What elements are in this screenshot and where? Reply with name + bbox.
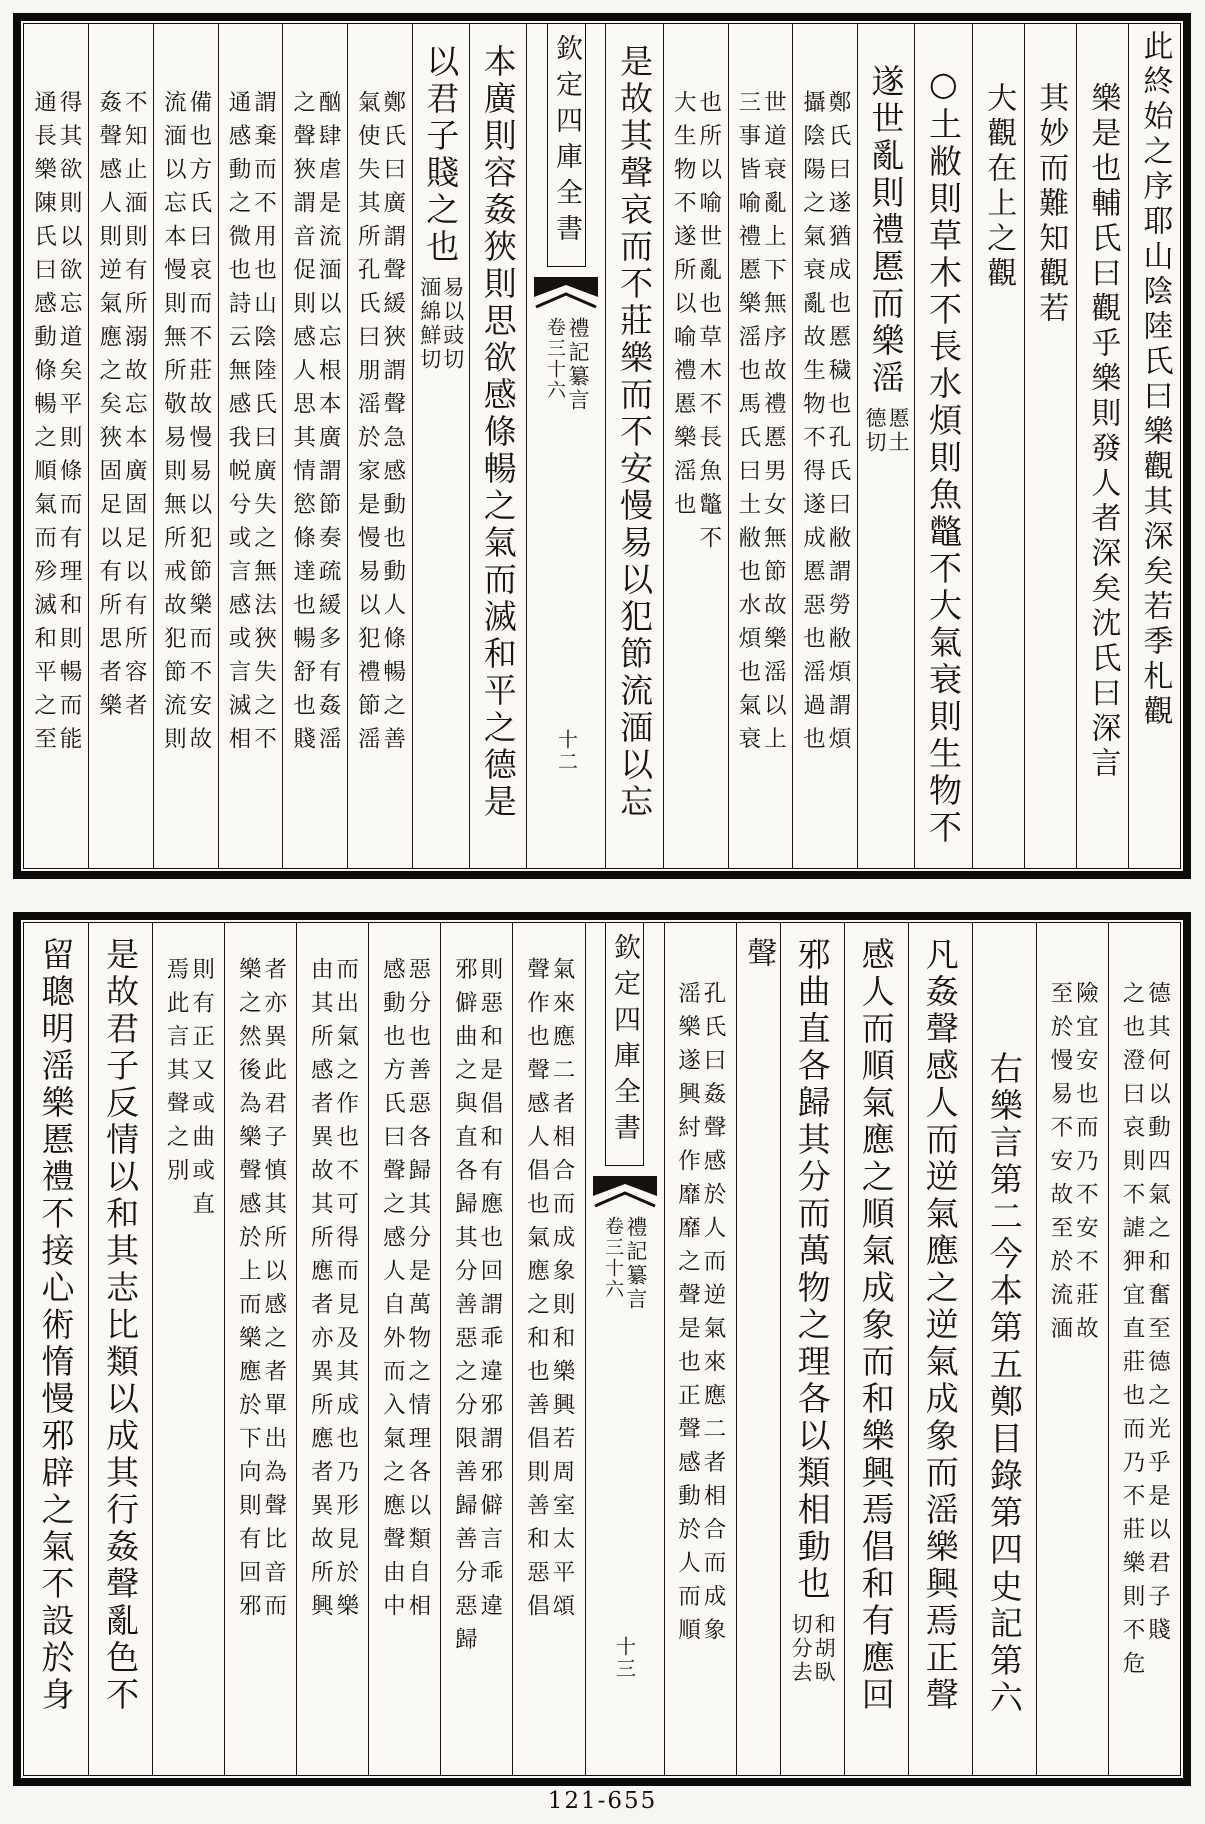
text-column bbox=[1024, 24, 1076, 868]
inline-gloss-annotation bbox=[419, 276, 463, 372]
annotation-pair-column bbox=[512, 923, 584, 1775]
annotation-pair-column bbox=[792, 24, 857, 868]
annotation-pair-column bbox=[1108, 923, 1180, 1775]
column-text: ○土敝則草木不長水煩則魚鼈不大氣衰則生物不 bbox=[923, 64, 963, 847]
text-column bbox=[780, 923, 844, 1775]
double-line-annotation bbox=[162, 90, 210, 760]
double-line-annotation bbox=[30, 90, 83, 760]
footer-page-label: 121-655 bbox=[547, 1788, 658, 1814]
banxin-column bbox=[526, 24, 605, 868]
annotation-line-right: 德其何以動四氣之和奮至德之光乎是以君子賤 bbox=[1144, 981, 1171, 1651]
gloss-right: 和胡臥 bbox=[812, 1613, 837, 1685]
double-line-annotation bbox=[237, 957, 285, 1627]
text-area bbox=[23, 23, 1181, 869]
book-volume-labels bbox=[603, 1216, 646, 1312]
banxin-column bbox=[585, 923, 664, 1775]
text-column bbox=[736, 923, 780, 1775]
annotation-line-left: 滛樂遂興紂作靡靡之聲是也正聲感動於人而順 bbox=[674, 981, 701, 1651]
column-text: 以君子賤之也 bbox=[421, 44, 461, 266]
annotation-pair-column bbox=[218, 24, 283, 868]
annotation-line-left: 三事皆喻禮慝樂滛也馬氏曰土敝也水煩也氣衰 bbox=[734, 90, 761, 760]
annotation-line-right: 謂棄而不用也山陰陸氏曰廣失之無法狹失之不 bbox=[250, 90, 277, 760]
annotation-line-right: 鄭氏曰遂猶成也慝穢也孔氏曰敝謂勞敝煩謂煩 bbox=[824, 90, 851, 760]
woodblock-frame-verso bbox=[13, 912, 1191, 1786]
annotation-line-left: 至於慢易不安故至於流湎 bbox=[1046, 981, 1073, 1350]
annotation-pair-column bbox=[152, 923, 224, 1775]
double-line-annotation bbox=[525, 957, 573, 1627]
gloss-left: 切分去 bbox=[789, 1613, 814, 1685]
book-title: 禮記纂言 bbox=[565, 317, 590, 413]
annotation-pair-column bbox=[440, 923, 512, 1775]
annotation-line-left: 感動也方氏曰聲之感人自外而入氣之應聲由中 bbox=[379, 957, 406, 1627]
column-text: 邪曲直各歸其分而萬物之理各以類相動也 bbox=[792, 937, 832, 1603]
library-title-box bbox=[605, 923, 644, 1166]
gloss-right: 易以豉切 bbox=[440, 276, 465, 372]
annotation-line-left: 之也澄曰哀則不謔狎宜直莊也而乃不莊樂則不危 bbox=[1118, 981, 1145, 1685]
gloss-left: 德切 bbox=[863, 407, 887, 455]
column-text: 凡姦聲感人而逆氣應之逆氣成象而滛樂興焉正聲 bbox=[920, 937, 960, 1714]
annotation-line-right: 鄭氏曰廣謂聲緩狹謂聲急感動也動人條暢之善 bbox=[379, 90, 406, 760]
text-column bbox=[972, 923, 1036, 1775]
double-line-annotation bbox=[224, 90, 277, 760]
double-line-annotation bbox=[289, 90, 342, 760]
fishtail-icon bbox=[534, 277, 598, 311]
column-text: 遂世亂則禮慝而樂滛 bbox=[866, 64, 906, 397]
column-text: 大觀在上之觀 bbox=[981, 82, 1017, 292]
annotation-line-left: 通感動之微也詩云無感我帨兮或言感或言滅相 bbox=[224, 90, 251, 760]
text-column bbox=[88, 923, 152, 1775]
text-column bbox=[1128, 24, 1180, 868]
volume-label: 卷三十六 bbox=[602, 1216, 624, 1300]
volume-label: 卷三十六 bbox=[543, 317, 566, 401]
annotation-line-right: 得其欲則以欲忘道矣平則條而有理和則暢而能 bbox=[56, 90, 83, 760]
folio-page-number: 十三 bbox=[612, 1636, 637, 1680]
gloss-left: 湎綿鮮切 bbox=[417, 276, 442, 372]
annotation-line-left: 樂之然後為樂聲感於上而樂應於下向則有回邪 bbox=[235, 957, 262, 1627]
annotation-line-right: 則有正又或曲或直 bbox=[188, 957, 215, 1225]
double-line-annotation bbox=[672, 90, 720, 559]
annotation-line-left: 姦聲感人則逆氣應之矣狹固足以有所思者樂 bbox=[95, 90, 122, 727]
text-column bbox=[605, 24, 662, 868]
library-title-box bbox=[547, 24, 586, 267]
double-line-annotation bbox=[95, 90, 148, 727]
text-column bbox=[412, 24, 469, 868]
annotation-line-left: 攝陰陽之氣衰亂故生物不得遂成慝惡也滛過也 bbox=[799, 90, 826, 760]
annotation-line-right: 也所以喻世亂也草木不長魚鼈不 bbox=[695, 90, 722, 559]
double-line-annotation bbox=[165, 957, 213, 1225]
annotation-line-right: 不知止湎則有所溺故忘本廣固足以有所容者 bbox=[121, 90, 148, 727]
annotation-pair-column bbox=[368, 923, 440, 1775]
annotation-line-right: 而出氣之作也不可得而見及其成也乃形見於樂 bbox=[332, 957, 359, 1627]
library-title: 欽定四庫全書 bbox=[550, 34, 582, 250]
double-line-annotation bbox=[1046, 981, 1099, 1350]
annotation-pair-column bbox=[664, 923, 736, 1775]
column-text: 其妙而難知觀若 bbox=[1033, 82, 1069, 327]
annotation-pair-column bbox=[88, 24, 153, 868]
double-line-annotation bbox=[309, 957, 357, 1627]
annotation-line-right: 備也方氏曰哀而不莊故慢易以犯節樂而不安故 bbox=[185, 90, 212, 760]
text-column bbox=[24, 923, 88, 1775]
annotation-line-left: 之聲狹謂音促則感人思其情慾條達也暢舒也賤 bbox=[289, 90, 316, 760]
annotation-pair-column bbox=[282, 24, 347, 868]
annotation-line-right: 世道衰亂上下無序故禮慝男女無節故樂滛以上 bbox=[760, 90, 787, 760]
column-text: 感人而順氣應之順氣成象而和樂興焉倡和有應回 bbox=[856, 937, 896, 1714]
annotation-line-left: 通長樂陳氏曰感動條暢之順氣而殄滅和平之至 bbox=[30, 90, 57, 760]
annotation-line-right: 者亦異此君子慎其所以感之者單出為聲比音而 bbox=[260, 957, 287, 1627]
double-line-annotation bbox=[381, 957, 429, 1627]
column-text: 此終始之序耶山陰陸氏曰樂觀其深矣若季札觀 bbox=[1137, 30, 1173, 730]
column-text: 是故其聲哀而不莊樂而不安慢易以犯節流湎以忘 bbox=[615, 44, 655, 821]
column-text: 留聰明滛樂慝禮不接心術惰慢邪辟之氣不設於身 bbox=[36, 937, 76, 1714]
annotation-pair-column bbox=[728, 24, 793, 868]
annotation-pair-column bbox=[24, 24, 89, 868]
double-line-annotation bbox=[801, 90, 849, 760]
text-column bbox=[469, 24, 526, 868]
annotation-line-right: 酗肆虐是流湎以忘根本廣謂節奏疏緩多有姦滛 bbox=[315, 90, 342, 760]
double-line-annotation bbox=[734, 90, 787, 760]
column-text: 是故君子反情以和其志比類以成其行姦聲亂色不 bbox=[101, 937, 141, 1714]
annotation-line-left: 邪僻曲之與直各歸其分善惡之分限善歸善分惡歸 bbox=[451, 957, 478, 1661]
column-text: 本廣則容姦狹則思欲感條暢之氣而滅和平之德是 bbox=[478, 44, 518, 821]
annotation-line-right: 孔氏曰姦聲感於人而逆氣來應二者相合而成象 bbox=[700, 981, 727, 1651]
annotation-line-left: 聲作也聲感人倡也氣應之和也善倡則善和惡倡 bbox=[523, 957, 550, 1627]
annotation-pair-column bbox=[347, 24, 412, 868]
column-text: 聲 bbox=[741, 937, 777, 972]
double-line-annotation bbox=[356, 90, 404, 760]
woodblock-frame-recto bbox=[13, 13, 1191, 879]
text-column bbox=[972, 24, 1024, 868]
double-line-annotation bbox=[453, 957, 501, 1661]
fishtail-icon bbox=[593, 1176, 657, 1210]
book-volume-labels bbox=[545, 317, 588, 413]
text-column bbox=[1076, 24, 1128, 868]
folio-page-number: 十二 bbox=[554, 729, 579, 773]
annotation-line-left: 焉此言其聲之別 bbox=[163, 957, 190, 1192]
text-column bbox=[908, 923, 972, 1775]
book-title: 禮記纂言 bbox=[624, 1216, 648, 1312]
annotation-pair-column bbox=[153, 24, 218, 868]
text-column bbox=[844, 923, 908, 1775]
annotation-line-right: 險宜安也而乃不安不莊故 bbox=[1072, 981, 1099, 1350]
column-text: 樂是也輔氏曰觀乎樂則發人者深矣沈氏曰深言 bbox=[1085, 82, 1121, 782]
inline-gloss-annotation bbox=[864, 407, 908, 455]
annotation-pair-column bbox=[663, 24, 728, 868]
annotation-line-right: 惡分也善惡各歸其分是萬物之情理各以類自相 bbox=[404, 957, 431, 1627]
text-column bbox=[857, 24, 914, 868]
annotation-pair-column bbox=[224, 923, 296, 1775]
annotation-line-left: 氣使失其所孔氏曰朋滛於家是慢易以犯禮節滛 bbox=[354, 90, 381, 760]
annotation-pair-column bbox=[1036, 923, 1108, 1775]
annotation-line-right: 氣來應二者相合而成象則和樂興若周室太平頌 bbox=[548, 957, 575, 1627]
gloss-right: 慝土 bbox=[886, 407, 910, 455]
text-area bbox=[23, 922, 1181, 1776]
annotation-line-right: 則惡和是倡和有應也回謂乖違邪謂邪僻言乖違 bbox=[476, 957, 503, 1627]
double-line-annotation bbox=[1118, 981, 1171, 1685]
library-title: 欽定四庫全書 bbox=[609, 933, 640, 1149]
double-line-annotation bbox=[674, 981, 727, 1651]
column-text: 右樂言第二今本第五鄭目錄第四史記第六 bbox=[984, 1051, 1024, 1717]
annotation-line-left: 由其所感者異故其所應者亦異所應者異故所興 bbox=[307, 957, 334, 1627]
annotation-line-left: 大生物不遂所以喻禮慝樂滛也 bbox=[670, 90, 697, 526]
inline-gloss-annotation bbox=[789, 1613, 837, 1685]
annotation-line-left: 流湎以忘本慢則無所敬易則無所戒故犯節流則 bbox=[160, 90, 187, 760]
annotation-pair-column bbox=[296, 923, 368, 1775]
text-column bbox=[914, 24, 971, 868]
